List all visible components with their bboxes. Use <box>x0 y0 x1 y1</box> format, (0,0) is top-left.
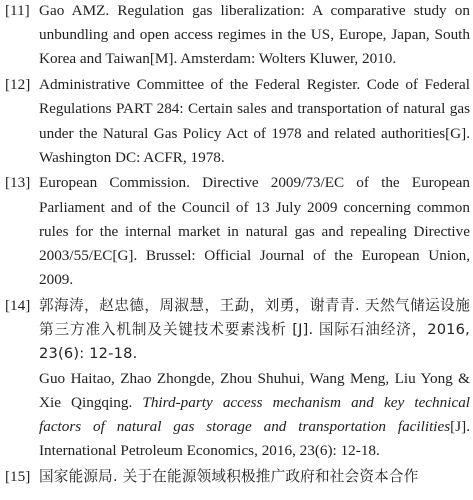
reference-text <box>39 294 470 463</box>
reference-text-chinese: 国家能源局. 关于在能源领域积极推广政府和社会资本合作 <box>39 467 419 485</box>
reference-text: Administrative Committee of the Federal Register. Code of Federal Regulations PART 284: Certain sales and transportation of natural gas under the Natural Gas Policy Act of 1978 and related authorities[G]. Washington DC: ACFR, 1978. <box>39 76 470 166</box>
reference-item <box>5 465 470 487</box>
reference-number: [15] <box>5 467 31 485</box>
reference-title: Third-party access mechanism and key technical factors of natural gas storage and transportation facilities <box>39 393 471 435</box>
reference-item <box>5 171 470 292</box>
reference-authors: Guo Haitao, Zhao Zhongde, Zhou Shuhui, Wang Meng, Liu Yong & Xie Qingqing. <box>39 369 470 411</box>
reference-text: Gao AMZ. Regulation gas liberalization: A comparative study on unbundling and open access regimes in the US, Europe, Japan, South Korea and Taiwan[M]. Amsterdam: Wolters Kluwer, 2010. <box>39 2 470 68</box>
reference-number: [13] <box>5 174 31 192</box>
reference-list <box>5 0 470 488</box>
reference-text-english <box>39 367 470 464</box>
reference-item <box>5 73 470 170</box>
reference-number: [11] <box>5 2 30 19</box>
reference-item <box>5 0 470 72</box>
reference-text: European Commission. Directive 2009/73/EC of the European Parliament and of the Council of 13 July 2009 concerning common rules for the internal market in natural gas and repealing Directive 2003/55/EC[G]. Brussel: Official Journal of the European Union, 2009. <box>39 174 470 289</box>
reference-source: [J]. International Petroleum Economics, 2016, 23(6): 12-18. <box>39 417 470 460</box>
reference-item <box>5 294 470 463</box>
reference-text-chinese: 郭海涛，赵忠德，周淑慧，王勐，刘勇，谢青青. 天然气储运设施第三方准入机制及关键技术要素浅析 [J]. 国际石油经济，2016, 23(6): 12-18. <box>39 296 470 363</box>
reference-number: [12] <box>5 76 31 94</box>
reference-number: [14] <box>5 296 31 314</box>
